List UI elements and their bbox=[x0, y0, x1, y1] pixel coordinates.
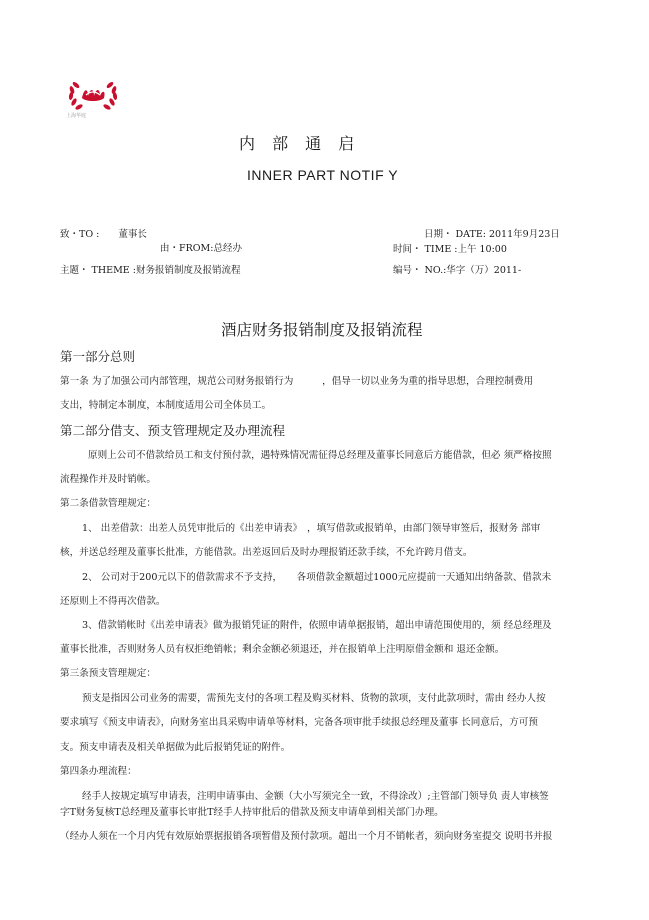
article-1-line-1: 第一条 为了加强公司内部管理，规范公司财务报销行为 ，倡导一切以业务为重的指导思想，合理控制费用 bbox=[60, 376, 534, 387]
to-field: 致・TO : 董事长 bbox=[60, 229, 147, 240]
company-logo bbox=[62, 76, 124, 126]
process-line-2: 字T财务复核T总经理及董事长审批T经手人持审批后的借款及预支申请单到相关部门办理。 bbox=[60, 807, 444, 818]
number-field: 编号・ NO.:华字（万）2011- bbox=[393, 265, 522, 276]
principle-line-2: 流程操作并及时销帐。 bbox=[60, 474, 156, 485]
notice-title-cn: 内 部 通 启 bbox=[239, 134, 361, 153]
article-2-heading: 第二条借款管理规定： bbox=[60, 498, 156, 509]
item-3-line-1: 3、借款销帐时《出差申请表》做为报销凭证的附件，依照申请单据报销，超出申请范围使用的，须 经总经理及 bbox=[82, 620, 552, 631]
principle-line-1: 原则上公司不借款给员工和支付预付款，遇特殊情况需征得总经理及董事长同意后方能借款，但必 须严格按照 bbox=[88, 450, 552, 461]
logo-caption: 上海华庭 bbox=[66, 113, 87, 119]
prepay-line-2: 要求填写《预支申请表》，向财务室出具采购申请单等材料，完备各项审批手续报总经理及董事 长同意后，方可预 bbox=[60, 717, 538, 728]
section-heading-2: 第二部分借支、预支管理规定及办理流程 bbox=[60, 423, 286, 438]
item-1-line-2: 核，并送总经理及董事长批准，方能借款。出差返回后及时办理报销还款手续，不允许跨月借支。 bbox=[60, 547, 473, 558]
date-field: 日期・ DATE: 2011年9月23日 bbox=[424, 229, 560, 240]
item-1-line-1: 1、 出差借款：出差人员凭审批后的《出差申请表》 ，填写借款或报销单，由部门领导审签后，报财务 部审 bbox=[82, 523, 541, 534]
process-line-1: 经手人按规定填写申请表，注明申请事由、金额（大小写须完全一致，不得涂改）;主管部门领导负 责人审核签 bbox=[82, 791, 549, 802]
article-1-line-2: 支出，特制定本制度，本制度适用公司全体员工。 bbox=[60, 400, 272, 411]
section-heading-1: 第一部分总则 bbox=[60, 349, 136, 364]
document-title: 酒店财务报销制度及报销流程 bbox=[221, 321, 423, 339]
item-2-line-1: 2、 公司对于200元以下的借款需求不予支持， 各项借款金额超过1000元应提前一天通知出纳备款、借款未 bbox=[82, 572, 552, 583]
note-line-1: （经办人须在一个月内凭有效原始票据报销各项暂借及预付款项。超出一个月不销帐者，须向财务室提交 说明书并报 bbox=[60, 831, 553, 842]
item-2-line-2: 还原则上不得再次借款。 bbox=[60, 596, 166, 607]
article-4-heading: 第四条办理流程： bbox=[60, 766, 137, 777]
time-field: 时间・ TIME :上午 10:00 bbox=[393, 244, 507, 255]
prepay-line-3: 支。预支申请表及相关单据做为此后报销凭证的附件。 bbox=[60, 742, 291, 753]
item-3-line-2: 董事长批准，否则财务人员有权拒绝销帐；剩余金额必须退还，并在报销单上注明原借金额和 退还金额。 bbox=[60, 644, 505, 655]
notice-title-en: INNER PART NOTIF Y bbox=[247, 167, 399, 183]
from-field: 由・FROM:总经办 bbox=[160, 243, 242, 254]
prepay-line-1: 预支是指因公司业务的需要，需预先支付的各项工程及购买材料、货物的款项，支付此款项时，需由 经办人按 bbox=[82, 693, 546, 704]
subject-field: 主题・ THEME :财务报销制度及报销流程 bbox=[60, 265, 241, 276]
article-3-heading: 第三条预支管理规定： bbox=[60, 668, 156, 679]
